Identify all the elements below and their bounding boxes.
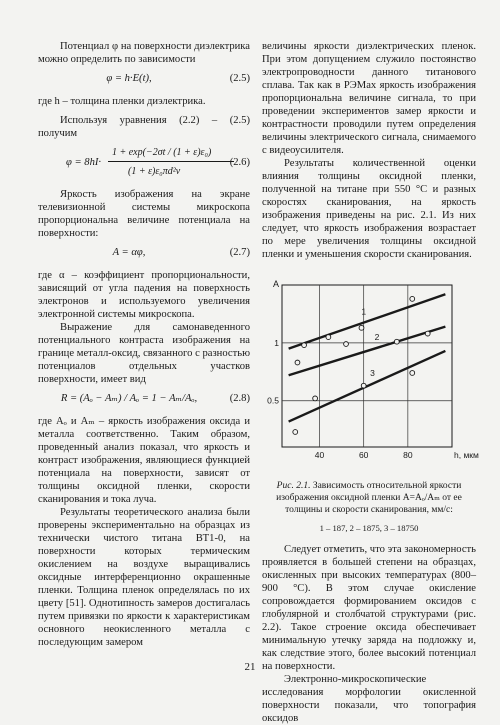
equation-lhs: φ = 8hI· [66, 157, 102, 168]
caption-text: Зависимость относительной яркости изображения оксидной пленки A=Aₒ/Aₘ от ее толщины и скорости сканирования, мм/с: [276, 481, 462, 515]
series-line-1 [289, 294, 446, 348]
series-label-2: 2 [374, 331, 380, 342]
paragraph: Используя уравнения (2.2) – (2.5) получим [38, 115, 250, 139]
equation-body: φ = h·E(t), [106, 73, 152, 84]
data-point-2 [344, 342, 349, 347]
equation-body: A = αφ, [112, 247, 146, 258]
equation-2-5 [38, 72, 250, 89]
y-axis-label: A [272, 279, 279, 289]
paragraph: где h – толщина пленки диэлектрика. [38, 96, 206, 107]
page-number: 21 [244, 661, 256, 673]
caption-label: Рис. 2.1. [276, 481, 311, 491]
equation-number: (2.6) [229, 157, 250, 168]
left-column [38, 40, 250, 649]
paragraph: Выражение для самонаведенного потенциального контраста изображения на границе металл-оксид, связанного с разностью потенциалов отдельных участков поверхности, имеет вид [38, 322, 250, 385]
data-point-3 [410, 371, 415, 376]
data-point-1 [326, 335, 331, 340]
series-label-3: 3 [370, 367, 375, 378]
data-point-1 [410, 296, 415, 301]
paragraph: где α – коэффициент пропорциональности, зависящий от угла падения на поверхность электронов и используемого увеличения электронной системы микроскопа. [38, 270, 250, 320]
data-point-2 [295, 360, 300, 365]
equation-2-7 [38, 246, 250, 263]
equation-numerator: 1 + exp(−2σt / (1 + ε)ε₀) [112, 147, 212, 158]
fraction-bar [108, 161, 234, 162]
paragraph: Яркость изображения на экране телевизионной системы микроскопа пропорциональна величине потенциала на поверхности: [38, 189, 250, 239]
right-column [262, 40, 479, 725]
paragraph: Электронно-микроскопические исследования морфологии окисленной поверхности показали, что топография оксидов [262, 674, 476, 724]
figure-legend: 1 – 187, 2 – 1875, 3 – 18750 [319, 523, 419, 533]
data-point-3 [293, 430, 298, 435]
y-tick-label: 0.5 [267, 395, 279, 406]
paragraph: Потенциал φ на поверхности диэлектрика можно определить по зависимости [38, 41, 250, 65]
x-tick-label: 40 [314, 450, 325, 460]
figure-chart [262, 271, 479, 476]
data-point-2 [394, 339, 399, 344]
x-axis-label: h, мкм [454, 450, 479, 460]
x-tick-label: 60 [358, 450, 369, 460]
series-line-2 [289, 327, 446, 376]
paragraph: Следует отметить, что эта закономерность проявляется в большей степени на образцах, окисленных при высоких температурах (800–900 °С). В этом случае окисление сопровождается формированием оксидов с глобулярной и столбчатой структурами (рис. 2.2). Такое строение оксида обеспечивает минимальную утечку заряда на подложку и, как следствие этого, более высокий потенциал на поверхности. [262, 544, 476, 672]
y-tick-label: 1 [274, 337, 279, 348]
equation-number: (2.5) [229, 73, 250, 84]
paragraph: Результаты количественной оценки влияния толщины оксидной пленки, полученной на титане при 550 °С и разных скоростях сканирования, на яркость изображения приведены на рис. 2.1. Из них следует, что яркость изображения возрастает по мере увеличения толщины оксидной пленки и уменьшения скорости сканирования. [262, 158, 476, 260]
equation-number: (2.8) [229, 393, 250, 404]
x-tick-label: 80 [403, 450, 413, 460]
data-point-1 [359, 325, 364, 330]
plot-frame [282, 285, 452, 447]
paragraph: величины яркости диэлектрических пленок. При этом допущением служило постоянство электропроводности данного титанового сплава. Так как в РЭМах яркость изображения пропорциональна величине сигнала, то при проведении экспериментов замер яркости и контрастности проводили путем определения величины электрического сигнала, снимаемого с видеоусилителя. [262, 41, 476, 156]
figure-caption [262, 480, 476, 516]
paragraph: где Aₒ и Aₘ – яркость изображения оксида и металла соответственно. Таким образом, проведенный анализ показал, что яркость и контраст изображения, являющиеся функцией потенциала на поверхности, зависят от толщины оксидной пленки, скорости сканирования и тока луча. [38, 416, 250, 505]
equation-body: R = (Aₒ − Aₘ) / Aₒ = 1 − Aₘ/Aₒ, [60, 393, 198, 404]
equation-denominator: (1 + ε)ε₀πd²v [128, 166, 181, 177]
data-point-3 [313, 396, 318, 401]
equation-2-6 [38, 144, 250, 182]
data-point-3 [361, 383, 366, 388]
equation-number: (2.7) [229, 247, 250, 258]
equation-2-8 [38, 392, 250, 409]
series-label-1: 1 [361, 306, 367, 317]
series-line-3 [289, 351, 446, 422]
figure-2-1 [262, 271, 479, 476]
data-point-2 [425, 331, 430, 336]
paragraph: Результаты теоретического анализа были проверены экспериментально на образцах из технически чистого титана ВТ1-0, на поверхности которых термическим окислением на воздухе выращивались оксидные интерференционно окрашенные пленки. Толщина пленок определялась по их цвету [51]. Однотипность замеров достигалась путем привязки по яркости к характеристикам основного неокисленного металла с последующим замером [38, 507, 250, 648]
data-point-1 [302, 343, 307, 348]
